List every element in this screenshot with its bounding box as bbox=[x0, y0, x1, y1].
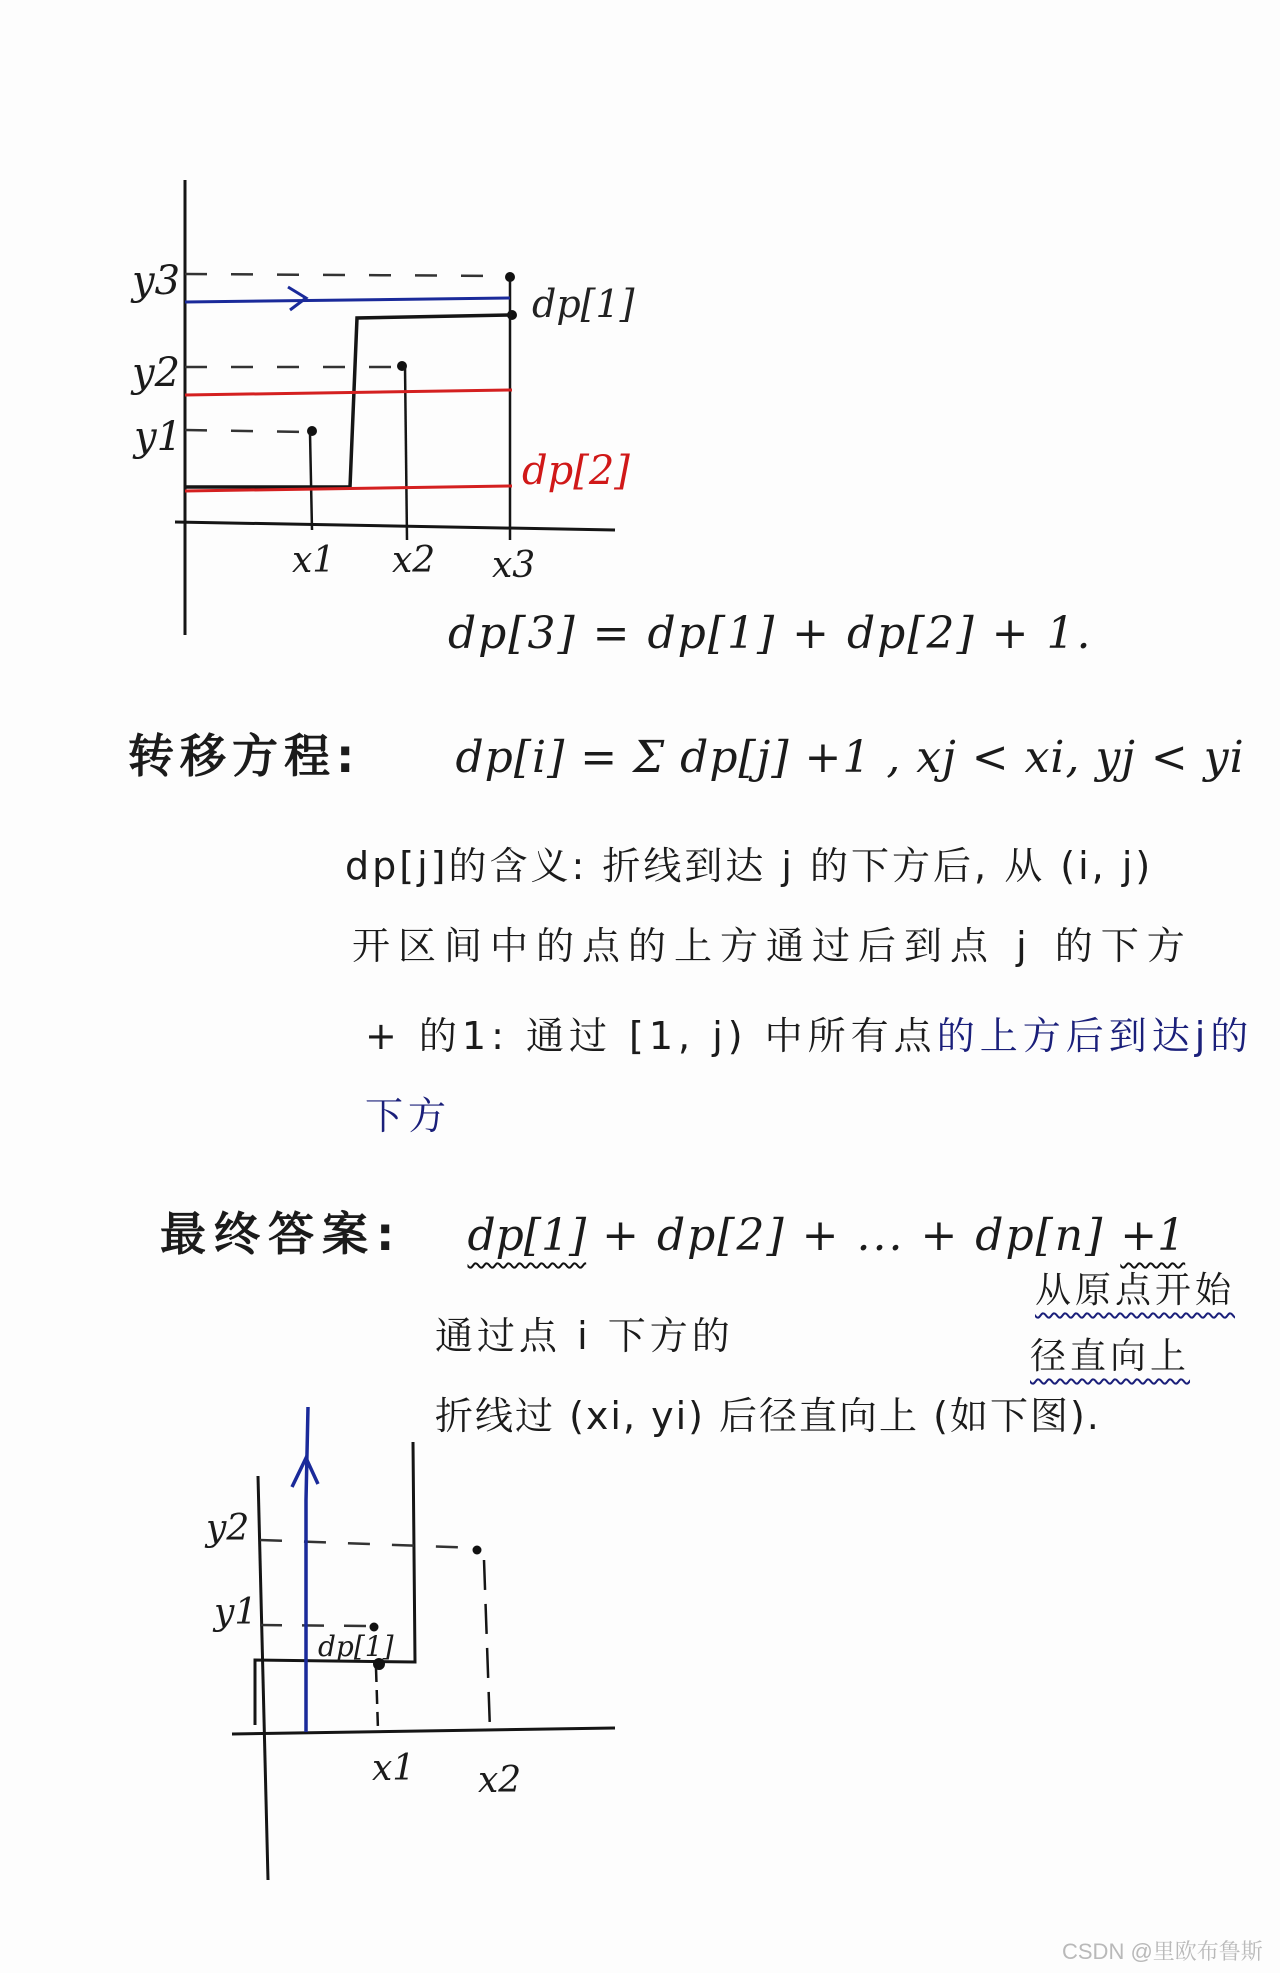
diagram-2 bbox=[0, 1380, 700, 1900]
meaning-line-2: 开区间中的点的上方通过后到点 j 的下方 bbox=[352, 924, 1193, 968]
note-right-2: 径直向上 bbox=[1030, 1336, 1191, 1377]
x3-label: x3 bbox=[492, 545, 536, 586]
plus-one-blue-text: 的上方后到达j的 bbox=[936, 1014, 1254, 1058]
final-answer-label: 最终答案: bbox=[160, 1207, 403, 1261]
transition-label: 转移方程: bbox=[128, 729, 361, 783]
final-formula-dp1: dp[1] bbox=[467, 1210, 587, 1261]
x1-label: x1 bbox=[292, 540, 336, 581]
transition-section bbox=[128, 720, 1245, 786]
plus-one-prefix: + 的1: 通过 [1, j) 中所有点 bbox=[365, 1014, 937, 1058]
note-left-1: 通过点 i 下方的 bbox=[435, 1314, 734, 1358]
diagram-1-drawing bbox=[0, 0, 1280, 640]
note-right-1: 从原点开始 bbox=[1035, 1270, 1236, 1311]
final-formula-middle: + dp[2] + ... + dp[n] bbox=[586, 1210, 1121, 1261]
d2-x1-label: x1 bbox=[372, 1748, 416, 1789]
d2-y2-label: y2 bbox=[206, 1508, 250, 1549]
d2-inner-label: dp[1] bbox=[318, 1630, 394, 1663]
diagram-1 bbox=[0, 0, 1280, 640]
final-answer-section bbox=[160, 1198, 1185, 1264]
y2-label: y2 bbox=[132, 350, 181, 396]
meaning-line-1: dp[j]的含义: 折线到达 j 的下方后, 从 (i, j) bbox=[345, 844, 1154, 888]
y1-label: y1 bbox=[134, 414, 183, 460]
watermark: CSDN @里欧布鲁斯 bbox=[1062, 1939, 1263, 1964]
x2-label: x2 bbox=[392, 540, 436, 581]
d2-x2-label: x2 bbox=[478, 1760, 522, 1801]
plus-one-line-2: 下方 bbox=[365, 1094, 452, 1138]
final-formula-plus-one: +1 bbox=[1120, 1210, 1186, 1261]
d2-y1-label: y1 bbox=[214, 1592, 258, 1633]
transition-formula: dp[i] = Σ dp[j] +1 , xj < xi, yj < yi bbox=[455, 732, 1245, 783]
dp2-line-label: dp[2] bbox=[522, 448, 630, 494]
dp1-line-label: dp[1] bbox=[532, 282, 635, 326]
example-formula: dp[3] = dp[1] + dp[2] + 1. bbox=[448, 608, 1093, 659]
note-left-2: 折线过 (xi, yi) 后径直向上 (如下图). bbox=[435, 1394, 1101, 1438]
plus-one-meaning bbox=[365, 1005, 1253, 1060]
y3-label: y3 bbox=[132, 258, 181, 304]
